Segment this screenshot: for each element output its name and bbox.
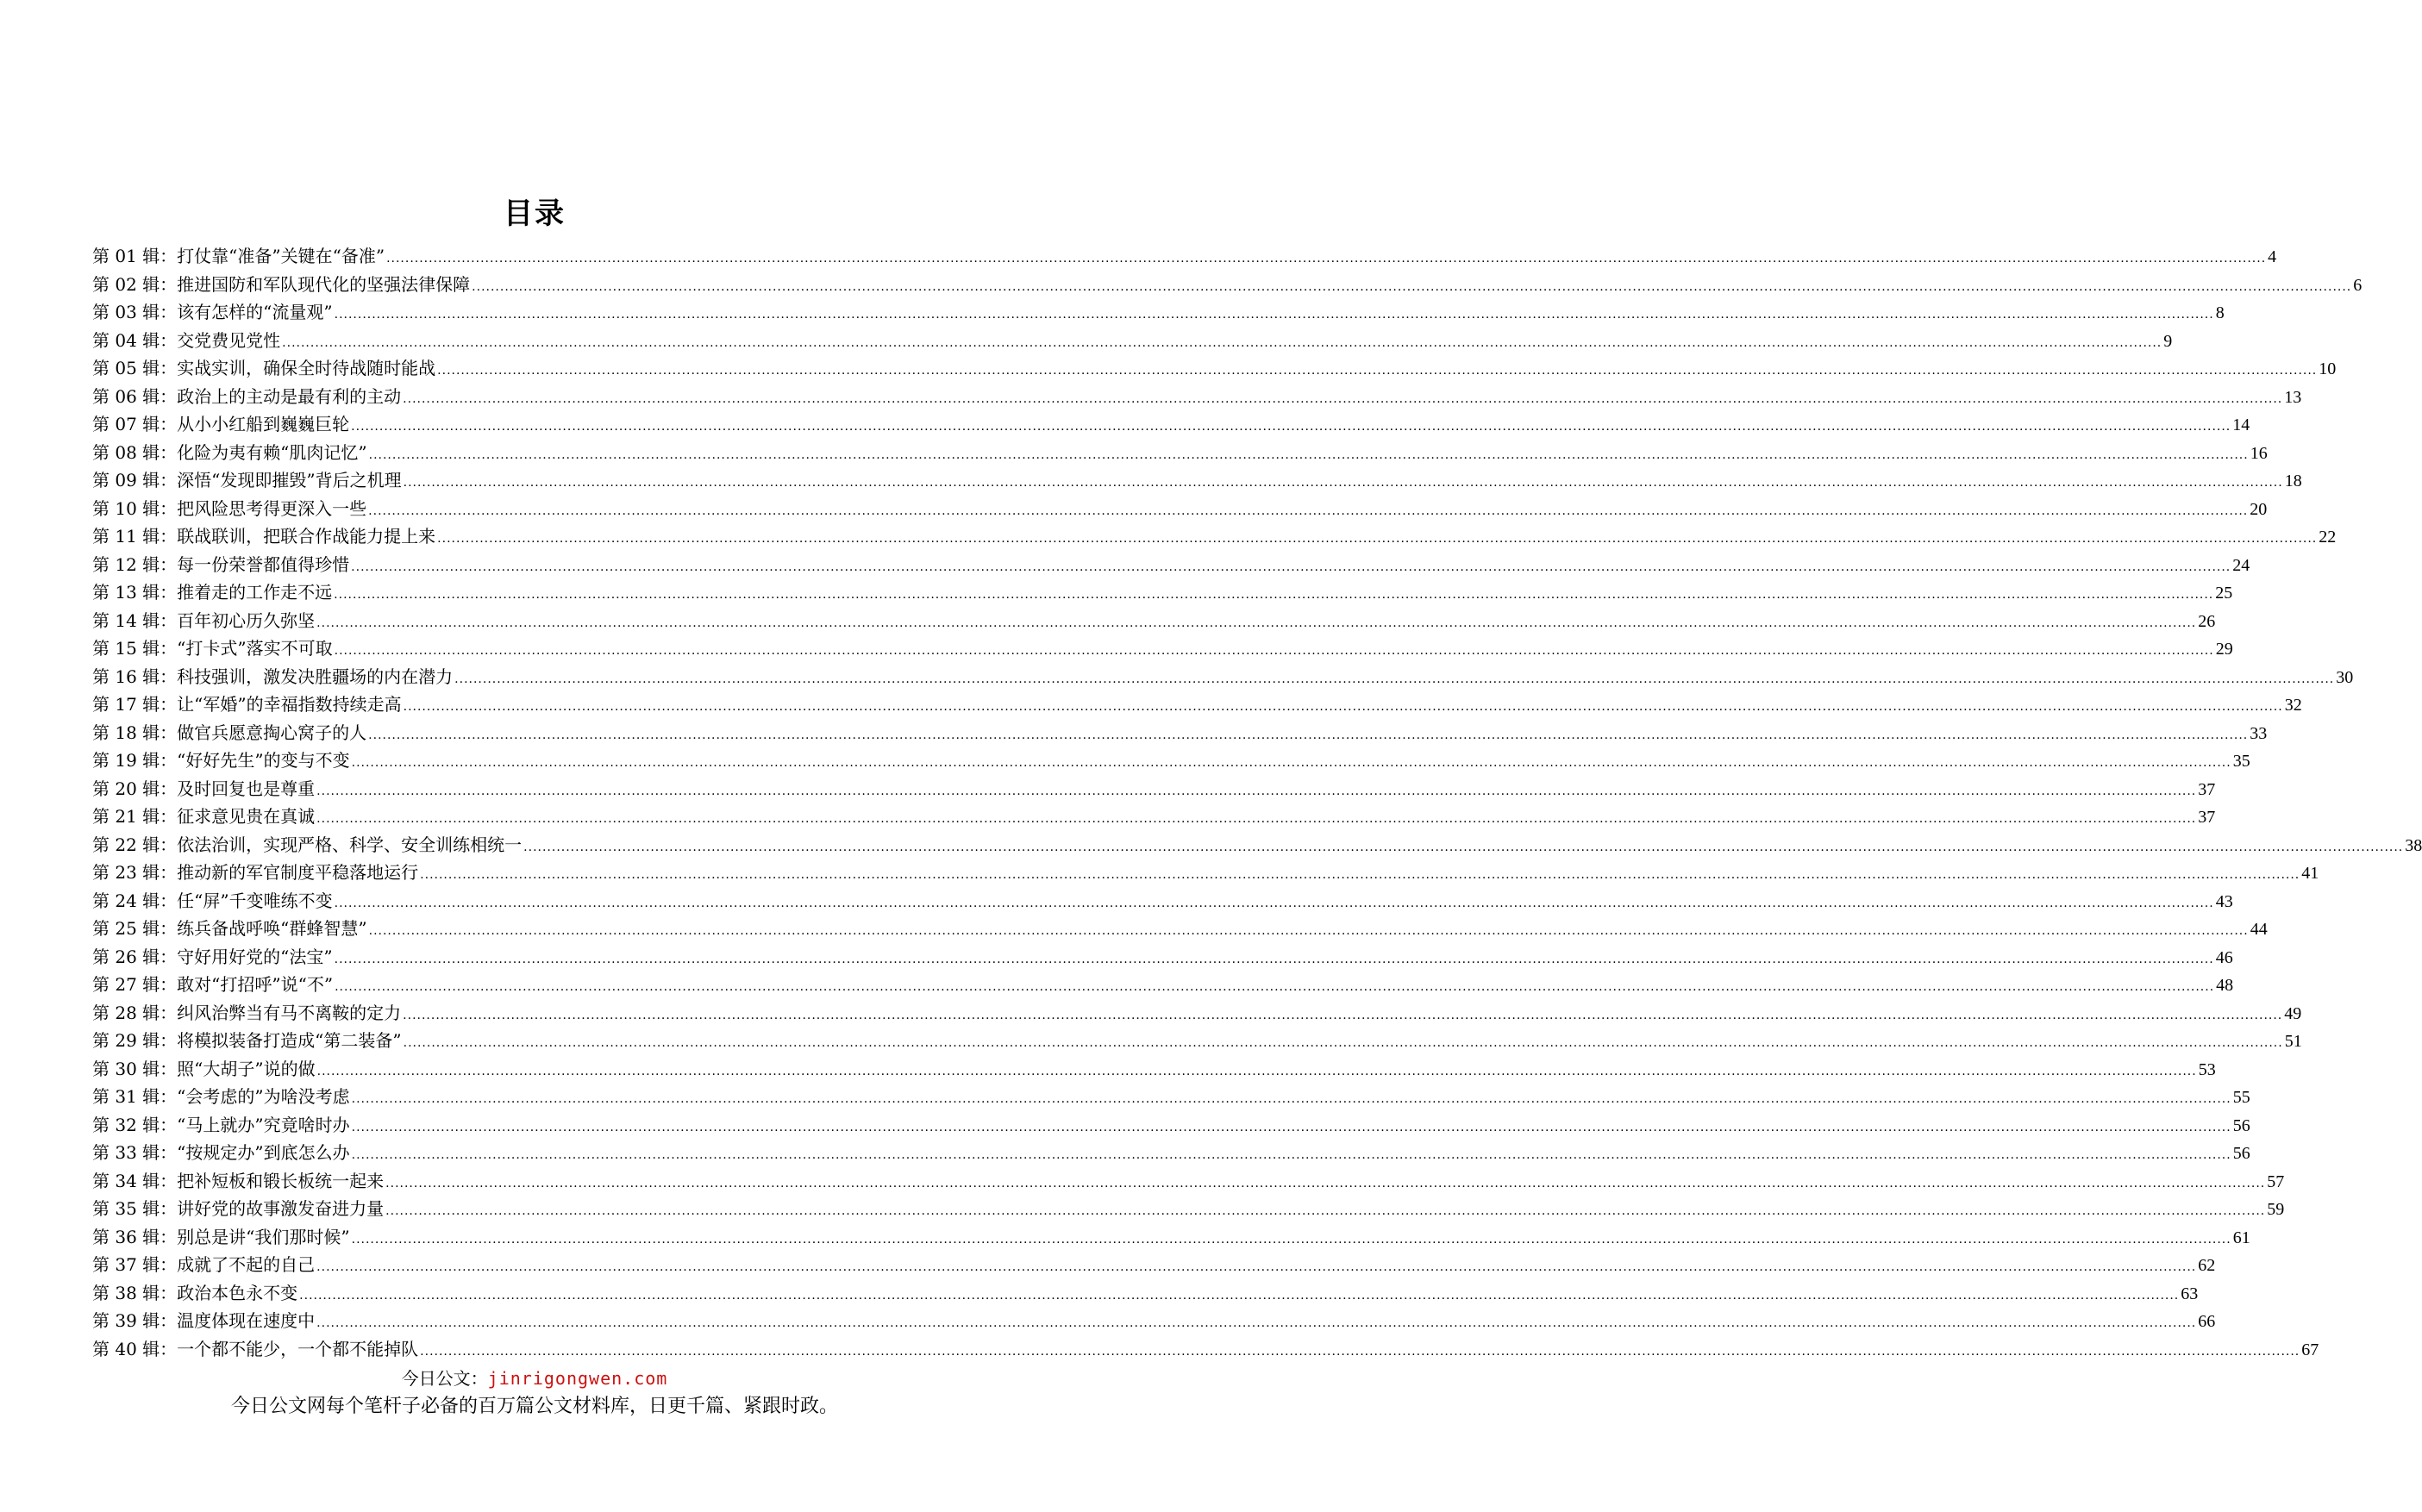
toc-entry-leader: ................................................................................................................................................................................................................................................................................................................................................................................................................ [385,1176,2266,1190]
toc-entry-number: 第 09 辑： [92,470,178,490]
toc-entry-title: 练兵备战呼唤“群蜂智慧” [177,918,367,939]
toc-entry-leader: ................................................................................................................................................................................................................................................................................................................................................................................................................ [403,391,2283,406]
toc-entry-title: 交党费见党性 [177,329,281,351]
toc-entry[interactable] [92,1083,2250,1111]
toc-entry-leader: ................................................................................................................................................................................................................................................................................................................................................................................................................ [316,615,2197,630]
toc-entry[interactable] [92,522,2337,551]
toc-entry-leader: ................................................................................................................................................................................................................................................................................................................................................................................................................ [403,1036,2283,1050]
toc-entry-number: 第 16 辑： [92,665,178,687]
toc-entry-title: 实战实训，确保全时待战随时能战 [177,358,436,378]
toc-entry-number: 第 06 辑： [92,385,178,407]
toc-entry-number: 第 30 辑： [92,1058,178,1079]
toc-entry-leader: ................................................................................................................................................................................................................................................................................................................................................................................................................ [299,1288,2180,1303]
toc-entry[interactable] [92,1055,2216,1084]
toc-entry-number: 第 10 辑： [92,497,178,519]
toc-entry[interactable] [92,719,2268,747]
toc-entry-leader: ................................................................................................................................................................................................................................................................................................................................................................................................................ [334,308,2214,322]
toc-entry[interactable] [92,607,2216,635]
toc-entry-page: 61 [2232,1228,2250,1247]
toc-entry[interactable] [92,551,2250,579]
toc-entry[interactable] [92,775,2216,803]
toc-entry-title: 打仗靠“准备”关键在“备准” [177,246,385,266]
toc-entry-title: “会考虑的”为啥没考虑 [177,1086,350,1107]
toc-entry-number: 第 28 辑： [92,1002,178,1023]
toc-entry-page: 24 [2232,555,2250,575]
toc-entry-leader: ................................................................................................................................................................................................................................................................................................................................................................................................................ [351,559,2231,574]
toc-entry-number: 第 27 辑： [92,974,178,995]
toc-entry-page: 8 [2215,303,2225,322]
toc-entry-number: 第 21 辑： [92,806,178,827]
toc-entry-page: 38 [2405,835,2422,855]
toc-entry-page: 26 [2198,611,2216,631]
toc-entry-number: 第 23 辑： [92,862,178,883]
toc-entry-leader: ................................................................................................................................................................................................................................................................................................................................................................................................................ [351,420,2231,434]
toc-entry-page: 66 [2198,1312,2216,1331]
toc-entry-title: “打卡式”落实不可取 [177,638,333,659]
toc-entry[interactable] [92,1279,2199,1308]
toc-entry[interactable] [92,242,2277,271]
toc-entry-number: 第 08 辑： [92,441,178,463]
toc-entry-leader: ................................................................................................................................................................................................................................................................................................................................................................................................................ [386,252,2267,266]
toc-entry-page: 35 [2232,752,2250,771]
toc-entry-leader: ................................................................................................................................................................................................................................................................................................................................................................................................................ [335,980,2215,994]
toc-entry-number: 第 11 辑： [92,526,178,547]
toc-entry-page: 29 [2215,640,2233,659]
toc-entry[interactable] [92,1223,2250,1252]
toc-entry-number: 第 13 辑： [92,582,178,603]
toc-entry-title: 把补短板和锻长板统一起来 [177,1170,385,1191]
toc-entry-number: 第 19 辑： [92,750,178,771]
toc-entry-leader: ................................................................................................................................................................................................................................................................................................................................................................................................................ [420,1344,2300,1359]
toc-entry-title: 推进国防和军队现代化的坚强法律保障 [177,273,471,295]
toc-entry-number: 第 04 辑： [92,329,178,351]
toc-entry-number: 第 17 辑： [92,694,178,715]
toc-entry-page: 10 [2319,359,2337,378]
toc-entry-title: 百年初心历久弥坚 [177,609,316,631]
toc-entry-leader: ................................................................................................................................................................................................................................................................................................................................................................................................................ [368,924,2249,938]
toc-entry-title: 科技强训，激发决胜疆场的内在潜力 [177,665,454,687]
toc-entry-title: “按规定办”到底怎么办 [177,1142,350,1163]
toc-entry[interactable] [92,1195,2285,1223]
toc-entry[interactable] [92,690,2302,719]
toc-entry[interactable] [92,578,2233,607]
toc-entry-number: 第 40 辑： [92,1338,178,1359]
toc-entry-number: 第 36 辑： [92,1226,178,1247]
toc-entry-title: 把风险思考得更深入一些 [177,497,367,519]
toc-entry[interactable] [92,466,2302,495]
toc-entry-page: 44 [2250,920,2268,939]
page-title: 目录 [504,197,566,231]
toc-entry-title: 温度体现在速度中 [177,1310,316,1331]
toc-entry-page: 62 [2198,1256,2216,1275]
toc-entry-leader: ................................................................................................................................................................................................................................................................................................................................................................................................................ [334,896,2214,910]
toc-entry-leader: ................................................................................................................................................................................................................................................................................................................................................................................................................ [368,447,2249,462]
toc-entry-page: 57 [2267,1171,2285,1191]
toc-entry-title: 及时回复也是尊重 [177,778,316,799]
toc-entry-title: 成就了不起的自己 [177,1254,316,1275]
toc-entry-number: 第 35 辑： [92,1198,178,1219]
toc-entry-number: 第 39 辑： [92,1310,178,1331]
toc-entry-leader: ................................................................................................................................................................................................................................................................................................................................................................................................................ [403,1008,2283,1022]
toc-entry-number: 第 25 辑： [92,918,178,939]
toc-entry-title: 敢对“打招呼”说“不” [177,974,334,995]
toc-entry-number: 第 24 辑： [92,890,178,911]
toc-entry-title: “好好先生”的变与不变 [177,750,350,771]
footer-site-url[interactable]: jinrigongwen.com [487,1368,668,1389]
toc-entry-title: 推动新的军官制度平稳落地运行 [177,862,419,883]
toc-entry[interactable] [92,915,2268,943]
toc-entry[interactable] [92,1307,2216,1335]
toc-entry[interactable] [92,943,2233,972]
toc-entry-number: 第 37 辑： [92,1254,178,1275]
toc-entry-page: 63 [2181,1284,2199,1303]
toc-entry-page: 18 [2284,472,2302,490]
toc-entry-page: 46 [2215,947,2233,967]
toc-entry[interactable] [92,999,2302,1028]
toc-entry-page: 55 [2232,1088,2250,1107]
toc-entry-title: 一个都不能少，一个都不能掉队 [177,1338,419,1359]
toc-entry-leader: ................................................................................................................................................................................................................................................................................................................................................................................................................ [351,1148,2231,1162]
toc-entry-leader: ................................................................................................................................................................................................................................................................................................................................................................................................................ [282,335,2162,350]
toc-entry-leader: ................................................................................................................................................................................................................................................................................................................................................................................................................ [437,532,2318,546]
toc-entry-number: 第 15 辑： [92,638,178,659]
toc-entry[interactable] [92,495,2268,523]
toc-entry-title: 化险为夷有赖“肌肉记忆” [177,441,367,463]
toc-entry-number: 第 26 辑： [92,946,178,967]
toc-entry-number: 第 07 辑： [92,414,178,434]
toc-entry[interactable] [92,634,2233,663]
toc-entry-title: 深悟“发现即摧毁”背后之机理 [177,470,402,490]
toc-entry-number: 第 31 辑： [92,1086,178,1107]
toc-entry[interactable] [92,354,2337,383]
toc-entry-number: 第 01 辑： [92,246,178,266]
toc-entry-page: 9 [2163,331,2173,351]
toc-entry[interactable] [92,1027,2302,1055]
toc-entry-title: 该有怎样的“流量观” [177,302,333,322]
toc-entry-number: 第 12 辑： [92,553,178,575]
toc-entry-leader: ................................................................................................................................................................................................................................................................................................................................................................................................................ [351,1092,2231,1106]
toc-entry-page: 43 [2215,891,2233,911]
toc-entry-number: 第 02 辑： [92,273,178,295]
toc-entry-page: 49 [2284,1003,2302,1023]
toc-entry[interactable] [92,1251,2216,1279]
toc-entry-title: 征求意见贵在真诚 [177,806,316,827]
toc-entry-leader: ................................................................................................................................................................................................................................................................................................................................................................................................................ [472,279,2352,294]
toc-entry-number: 第 14 辑： [92,609,178,631]
toc-entry-title: 让“军婚”的幸福指数持续走高 [177,694,402,715]
toc-entry-number: 第 20 辑： [92,778,178,799]
toc-entry[interactable] [92,887,2233,915]
toc-entry-page: 25 [2215,584,2233,603]
toc-entry[interactable] [92,1139,2250,1167]
toc-entry-leader: ................................................................................................................................................................................................................................................................................................................................................................................................................ [368,503,2249,518]
table-of-contents [92,242,2422,1363]
toc-entry-title: 政治本色永不变 [177,1282,298,1303]
toc-entry[interactable] [92,971,2234,999]
toc-entry[interactable] [92,663,2354,691]
toc-entry-title: 联战联训，把联合作战能力提上来 [177,526,436,547]
toc-entry-page: 56 [2232,1144,2250,1163]
footer-site [0,1365,1069,1391]
toc-entry-title: “马上就办”究竟啥时办 [177,1114,350,1135]
toc-entry-page: 22 [2319,528,2337,547]
toc-entry-title: 将模拟装备打造成“第二装备” [177,1030,402,1051]
toc-entry-leader: ................................................................................................................................................................................................................................................................................................................................................................................................................ [420,868,2300,882]
toc-entry-page: 37 [2198,779,2216,799]
toc-entry-page: 4 [2268,247,2277,266]
toc-entry-number: 第 18 辑： [92,722,178,743]
toc-entry-title: 做官兵愿意掏心窝子的人 [177,722,367,743]
toc-entry-leader: ................................................................................................................................................................................................................................................................................................................................................................................................................ [334,588,2214,602]
toc-entry-page: 14 [2232,415,2250,434]
toc-entry-title: 从小小红船到巍巍巨轮 [177,414,350,434]
toc-entry[interactable] [92,1111,2250,1140]
toc-entry-title: 任“屏”千变唯练不变 [177,890,333,911]
toc-entry-title: 政治上的主动是最有利的主动 [177,385,402,407]
toc-entry[interactable] [92,410,2250,439]
toc-entry-leader: ................................................................................................................................................................................................................................................................................................................................................................................................................ [334,952,2214,966]
toc-entry-title: 照“大胡子”说的做 [177,1058,316,1079]
toc-entry-page: 53 [2198,1059,2216,1079]
toc-entry-page: 6 [2353,275,2363,295]
toc-entry-number: 第 38 辑： [92,1282,178,1303]
toc-entry[interactable] [92,803,2216,831]
toc-entry-leader: ................................................................................................................................................................................................................................................................................................................................................................................................................ [403,700,2283,714]
toc-entry-title: 守好用好党的“法宝” [177,946,333,967]
toc-entry-page: 33 [2250,723,2268,743]
toc-entry-number: 第 29 辑： [92,1030,178,1051]
toc-entry[interactable] [92,1335,2319,1364]
toc-entry[interactable] [92,298,2225,327]
toc-entry[interactable] [92,1167,2285,1196]
toc-entry[interactable] [92,859,2319,887]
toc-entry[interactable] [92,439,2268,467]
toc-entry-number: 第 33 辑： [92,1142,178,1163]
toc-entry-leader: ................................................................................................................................................................................................................................................................................................................................................................................................................ [316,784,2197,798]
toc-entry-leader: ................................................................................................................................................................................................................................................................................................................................................................................................................ [368,728,2249,742]
toc-entry-leader: ................................................................................................................................................................................................................................................................................................................................................................................................................ [334,644,2214,658]
toc-entry-page: 16 [2250,443,2268,463]
toc-entry-number: 第 32 辑： [92,1114,178,1135]
toc-entry-leader: ................................................................................................................................................................................................................................................................................................................................................................................................................ [385,1204,2266,1218]
toc-entry-page: 48 [2216,976,2234,995]
toc-entry-page: 51 [2284,1032,2302,1051]
footer-site-label: 今日公文： [401,1368,488,1389]
toc-entry-number: 第 22 辑： [92,834,178,855]
toc-entry-title: 每一份荣誉都值得珍惜 [177,553,350,575]
toc-entry-page: 13 [2284,387,2302,407]
toc-entry-title: 纠风治弊当有马不离鞍的定力 [177,1002,402,1023]
toc-entry-page: 67 [2301,1340,2319,1359]
toc-entry-page: 41 [2301,864,2319,883]
toc-entry-leader: ................................................................................................................................................................................................................................................................................................................................................................................................................ [351,1232,2231,1246]
toc-entry-leader: ................................................................................................................................................................................................................................................................................................................................................................................................................ [523,840,2404,854]
toc-entry-leader: ................................................................................................................................................................................................................................................................................................................................................................................................................ [316,812,2197,826]
toc-entry-page: 32 [2284,696,2302,715]
toc-entry-leader: ................................................................................................................................................................................................................................................................................................................................................................................................................ [403,476,2283,490]
toc-entry-number: 第 05 辑： [92,358,178,378]
toc-entry-leader: ................................................................................................................................................................................................................................................................................................................................................................................................................ [454,672,2335,686]
toc-entry-page: 59 [2267,1200,2285,1219]
toc-entry[interactable] [92,271,2363,299]
toc-entry-leader: ................................................................................................................................................................................................................................................................................................................................................................................................................ [351,1120,2231,1134]
toc-entry-leader: ................................................................................................................................................................................................................................................................................................................................................................................................................ [437,364,2318,378]
footer-slogan: 今日公文网每个笔杆子必备的百万篇公文材料库，日更千篇、紧跟时政。 [230,1396,838,1417]
toc-entry-leader: ................................................................................................................................................................................................................................................................................................................................................................................................................ [351,756,2231,770]
toc-entry[interactable] [92,383,2302,411]
toc-entry[interactable] [92,747,2250,775]
toc-entry-number: 第 34 辑： [92,1170,178,1191]
toc-entry-leader: ................................................................................................................................................................................................................................................................................................................................................................................................................ [316,1064,2197,1078]
toc-entry-number: 第 03 辑： [92,302,178,322]
toc-entry-page: 20 [2250,499,2268,519]
toc-entry[interactable] [92,327,2173,355]
toc-entry-leader: ................................................................................................................................................................................................................................................................................................................................................................................................................ [316,1316,2197,1330]
toc-entry-title: 依法治训，实现严格、科学、安全训练相统一 [177,834,523,855]
toc-entry-title: 讲好党的故事激发奋进力量 [177,1198,385,1219]
toc-entry[interactable] [92,831,2422,859]
toc-entry-page: 30 [2336,667,2354,687]
toc-entry-leader: ................................................................................................................................................................................................................................................................................................................................................................................................................ [316,1260,2197,1274]
toc-entry-page: 37 [2198,808,2216,827]
toc-entry-page: 56 [2232,1115,2250,1135]
toc-entry-title: 推着走的工作走不远 [177,582,333,603]
toc-entry-title: 别总是讲“我们那时候” [177,1226,350,1247]
